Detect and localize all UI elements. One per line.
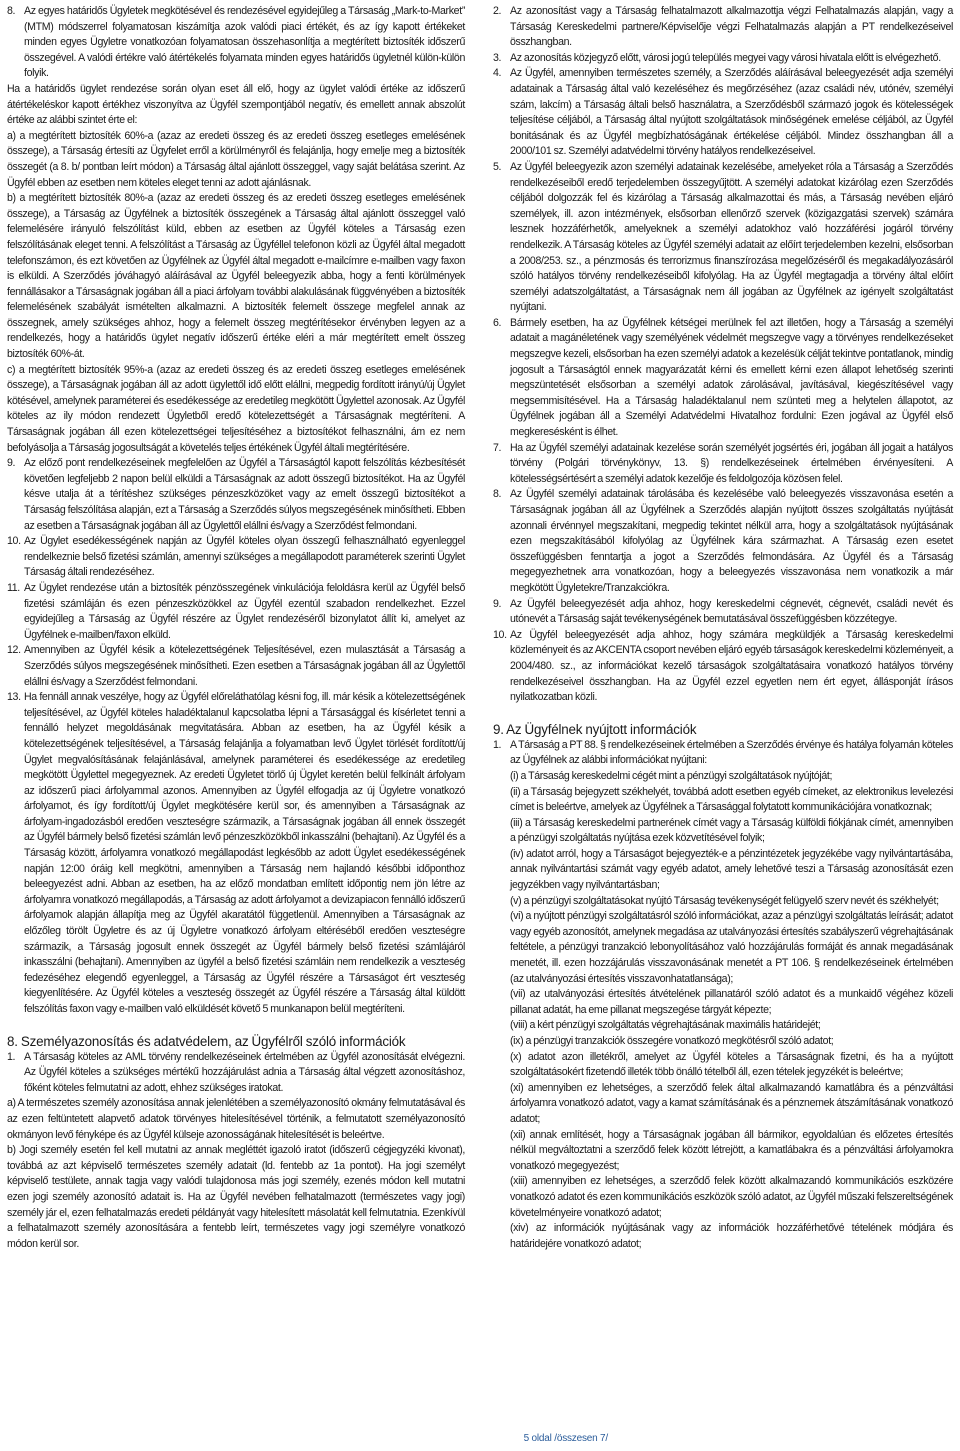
clause-5 — [493, 160, 953, 316]
clause-text: A Társaság köteles az AML törvény rendelkezéseinek értelmében az Ügyfél azonosítását elvégezni. Az Ügyfél köteles a szükséges mértékű hozzájárulást adnia a Társaság által végzett azonosításhoz, főként köteles felmutatni az adott, ehhez szükséges iratokat. — [24, 1050, 465, 1094]
left-column — [7, 4, 465, 1252]
roman-item: (i) a Társaság kereskedelmi cégét mint a pénzügyi szolgáltatások nyújtóját; — [510, 769, 833, 782]
clause-number: 2. — [493, 5, 502, 17]
clause-number: 4. — [493, 67, 502, 80]
section-9-heading: 9. Az Ügyfélnek nyújtott információk — [493, 721, 697, 737]
roman-item: (vi) a nyújtott pénzügyi szolgáltatásról szóló információkat, azaz a pénzügyi szolgáltatás leírását; adatot vagy egyéb azonosítót, amelynek megadása az utalványozási értesítés szabályszerű végrehajtásának feltétele, a pénzügyi tranzakció lebonyolításához való hozzájárulás formáját és annak megadásának menetét, ill. ezen hozzájárulás visszavonásának menetét a PT 106. § rendelkezéseinek értelmében (az utalványozási értesítés visszavonhatatlansága); — [510, 910, 953, 985]
section-9-clause-1 — [493, 738, 953, 769]
clause-text: Az Ügyfél személyi adatainak tárolásába és kezelésébe való beleegyezés visszavonása esetén a Társaságnak jogában áll az Ügyfélnek a Szerződés alapján nyújtott összes szolgáltatás nyújtását azonnali érvénnyel megszakítani, megpedig tekintet nélkül arra, hogy a szolgáltatások nyújtásának ezen megszakításából kifolyólag az Ügyfélnek kára származhat. A Társaság ezen esetet összefüggésben fenntartja a jogot a Szerződés felmondására. Az Ügyfél és a Társaság megegyezhetnek arra vonatkozóan, hogy a beleegyezés visszavonása nem vonatkozik a már megkötött Ügyletekre/Tranzakciókra. — [510, 488, 953, 594]
page-number: 5 oldal /összesen 7/ — [523, 1433, 608, 1444]
roman-list — [493, 769, 953, 1252]
clause-text: Az Ügylet esedékességének napján az Ügyfél köteles olyan összegű felhasználható egyenleggel rendelkeznie belső fizetési számlán, amennyi szükséges a megállapodott paraméterek szerinti Ügylet Társaság általi rendezéséhez. — [24, 535, 465, 579]
clause-9-right — [493, 597, 953, 628]
clause-number: 3. — [493, 51, 502, 64]
clause-number: 6. — [493, 316, 502, 329]
clause-2 — [493, 4, 953, 51]
clause-number: 8. — [7, 5, 16, 17]
clause-number: 9. — [7, 457, 16, 470]
clause-number: 9. — [493, 597, 502, 610]
clause-8 — [7, 4, 465, 82]
section-spacer — [493, 706, 953, 721]
clause-text: Az Ügylet rendezése után a biztosíték pénzösszegének vinkulációja feloldásra kerül az Ügyfél belső fizetési számláján és ezen pénzeszközökkel az Ügyfél ezentúl szabadon rendelkezhet. Ezzel egyidejűleg a Társaság az Ügyfél részére az Ügylet rendezéséről bizonylatot állít ki, amelyet az Ügyfélnek e-mailben/faxon elküld. — [24, 581, 465, 641]
clause-number: 5. — [493, 160, 502, 173]
clause-10 — [7, 534, 465, 581]
clause-text: A Társaság a PT 88. § rendelkezéseinek értelmében a Szerződés érvénye és hatálya folyamán köteles az Ügyfélnek az alábbi információkat nyújtani: — [510, 738, 953, 767]
clause-text: Az Ügyfél beleegyezését adja ahhoz, hogy számára megküldjék a Társaság kereskedelmi közleményeit és az AKCENTA csoport nevében eljáró egyéb társaságok kereskedelmi közleményeit, a 2004/480. sz., az információkat kezelő társaságok szolgáltatásaira vonatkozó hatályos törvény rendelkezéseivel összhangban. Ha az Ügyfél ezzel egyetlen nem ért egyet, állásponját írásos nyilatkozatban közli. — [510, 628, 953, 704]
clause-text: Az azonosítás közjegyző előtt, városi jogú település megyei vagy városi hivatala előtt is elvégezhető. — [510, 51, 941, 64]
clause-number: 11. — [7, 581, 20, 594]
clause-12 — [7, 643, 465, 690]
roman-item: (xii) annak említését, hogy a Társaságnak jogában áll bármikor, egyoldalúan és előzetes értesítés nélkül megváltoztatni a szerződő felek között létrejött, a kamatlábakra és a pénzváltási árfolyamokra vonatkozó megegyezést; — [510, 1128, 953, 1172]
clause-text: Amennyiben az Ügyfél késik a kötelezettségének Teljesítésével, ezen mulasztását a Társaság a Szerződés súlyos megszegésének minősítheti. Ezen esetben a Társaságnak jogában áll az Ügylettől elállni és/vagy a Szerződést felmondani. — [24, 644, 465, 688]
roman-list-body — [510, 769, 953, 1252]
clause-text: Bármely esetben, ha az Ügyfélnek kétségei merülnek fel azt illetően, hogy a Társaság a személyi adatait a magánéletének vagy személyének védelmét megszegve vagy a törvényes rendelkezéseket megszegve kezeli, elsősorban ha ezen személyi adatok a kezelésük célját tekintve pontatlanok, mindig jogosult a Társaságtól ennek magyarázatát kérni és emellett kérni ezen állapot lehetőség szerinti megszüntetését elsősorban a személyi adatok zárolásával, javításával, kiegészítésével vagy megsemmisítésével. Ha a Társaság haladéktalanul nem szünteti meg a helytelen állapotot, az Ügyfélnek jogában áll a Személyi Adatvédelmi Hivatalhoz fordulni: Ezen jogával az Ügyfél első megkeresésként is élhet. — [510, 316, 953, 439]
clause-number: 8. — [493, 488, 502, 501]
paragraph-b: b) a megtérített biztosíték 80%-a (azaz az eredeti összeg és az eredeti összeg esetleges emelésének összege), a Társaság az Ügyfélnek a biztosíték összegének a Társaság által ajánlott összeggel való felemelésére irányuló felszólítást küld, ebben az esetben az Ügyfél köteles a Társaság ezen felszólításának eleget tenni. A felszólítást a Társaság az Ügyféllel telefonon közli az Ügyfél által megadott telefonszámon, és ezt követően az Ügyfélnek az Ügyfél által megadott e-mailcímre e-mailben vagy faxon is elküldi. A Szerződés jóváhagyó aláírásával az Ügyfél beleegyezik abba, hogy a fenti körülmények fennállásakor a Társaságnak jogában áll a piaci árfolyam további alakulásának függvényében a biztosíték felemelésének szabályát ismételten alkalmazni. A biztosíték felemelt összege megfelel annak az összegnek, amely szükséges ahhoz, hogy a felemelt összeg megtérítésekor érvényben legyen az a rendelkezés, hogy a határidős ügylet negatív időszerű értéke eléri a már megtérített emelt összeg biztosíték 60%-át. — [7, 192, 465, 361]
clause-9 — [7, 456, 465, 534]
clause-7 — [493, 441, 953, 488]
paragraph-threshold: Ha a határidős ügylet rendezése során olyan eset áll elő, hogy az ügylet valódi értéke az időszerű átértékeléskor kapott értékhez viszonyítva az Ügyfél szempontjából negatív, és emellett annak abszolút értéke az alábbi szintet érte el: — [7, 82, 465, 127]
roman-item: (xiii) amennyiben ez lehetséges, a szerződő felek között alkalmazandó kommunikációs eszközére vonatkozó adatot és ezen kommunikációs eszközök szóló adatot, az Ügyfél műszaki felszereltségének követelményeire vonatkozó adatot; — [510, 1175, 953, 1219]
roman-item: (vii) az utalványozási értesítés átvételének pillanatáról szóló adatot és a munkaidő végéhez közeli pillanat adatát, ha eme pillanat megszegése tárgyát képezte; — [510, 988, 953, 1016]
clause-text: Az előző pont rendelkezéseinek megfelelően az Ügyfél a Társaságtól kapott felszólítás kézbesítését követően legfeljebb 2 napon belül elküldi a Társaságnak az adott összegű biztosítékot. Ha az Ügyfél késve utalja át a térítéshez szükséges pénzeszközöket vagy az emelt összegű biztosítékot a Társaság felszólítása alapján, ezt a Társaság a Szerződés súlyos megszegésének minősítheti. Ebben az esetben a Társaságnak jogában áll az Ügylettől elállni és/vagy a Szerződést felmondani. — [24, 457, 465, 532]
roman-item: (viii) a kért pénzügyi szolgáltatás végrehajtásának maximális határidejét; — [510, 1019, 821, 1032]
roman-item: (v) a pénzügyi szolgáltatásokat nyújtó Társaság tevékenységét felügyelő szerv nevét és székhelyét; — [510, 894, 939, 907]
clause-13 — [7, 690, 465, 1017]
roman-item: (ii) a Társaság bejegyzett székhelyét, továbbá adott esetben egyéb címeket, az elektronikus levelezési címet is beleértve, amelyek az Ügyfélnek a Társasággal folytatott kommunikációjára vonatkoznak; — [510, 785, 953, 814]
clause-text: Az azonosítást vagy a Társaság felhatalmazott alkalmazottja végzi Felhatalmazás alapján, vagy a Társaság Kereskedelmi partnere/Képviselője végzi Felhatalmazás alapján a PT rendelkezéseivel összhangban. — [510, 5, 953, 49]
clause-text: Az Ügyfél, amennyiben természetes személy, a Szerződés aláírásával beleegyezését adja személyi adatainak a Társaság által való kezeléséhez és megőrzéséhez (azaz családi név, utónév, személyi szám, lakcím) a Társaság általi belső használatra, a Szerződésből származó jogok és kötelességek teljesítése céljából, a Társaság által nyújtott szolgáltatások minőségének emelése céljából, az Ügyfél bonitásának és az Ügyfél megbízhatóságának értékelése céljából. Mindez összhangban áll a 2000/101 sz. Személyi adatvédelmi törvény hatályos rendelkezéseivel. — [510, 67, 953, 158]
paragraph-a: a) a megtérített biztosíték 60%-a (azaz az eredeti összeg és az eredeti összeg esetleges emelésének összege), a Társaság értesíti az Ügyfelet erről a körülményről és felajánlja, hogy emelje meg a biztosíték összegét (a 8. b/ pontban leírt módon) a Társaság által ajánlott összeggel, vagy saját belátása szerint. Az Ügyfél ebben az esetben nem köteles eleget tenni az adott ajánlásnak. — [7, 129, 465, 189]
clause-number: 12. — [7, 644, 21, 657]
section-spacer — [7, 1018, 465, 1033]
clause-3 — [493, 51, 953, 67]
section-8-paragraph-a: a) A természetes személy azonosítása annak jelenlétében a személyazonosító okmány felmutatásával és az ezen feltüntetett alapvető adatok törvényes hitelesítésével történik, a felmutatott személyazonosító okmányon levő fényképe és az Ügyfél külseje azonosságának hitelesítését is beleértve. — [7, 1097, 465, 1141]
clause-number: 13. — [7, 691, 21, 704]
clause-number: 10. — [493, 628, 507, 641]
clause-number: 7. — [493, 441, 502, 454]
roman-item: (iii) a Társaság kereskedelmi partnerének címét vagy a Társaság külföldi fiókjának címét, amennyiben a pénzügyi szolgáltatás nyújtása ezek közvetítésével folyik; — [510, 816, 953, 845]
roman-item: (xiv) az információk nyújtásának vagy az információk hozzáférhetővé tételének módjára és határidejére vonatkozó adatot; — [510, 1222, 953, 1250]
paragraph-c: c) a megtérített biztosíték 95%-a (azaz az eredeti összeg és az eredeti összeg esetleges emelésének összege), a Társaságnak jogában áll az adott ügylettől idő előtt elállni, megpedig fordított irányú/új Ügylet kötésével, amelynek paraméterei és esedékessége az eredetileg megkötött Ügylettel azonosak. Az Ügyfél köteles az ily módon rendezett Ügyletből eredő kötelezettségét a Társaságnak megtéríteni. A Társaságnak jogában áll ezen kötelezettségei teljesítéséhez a biztosítékot felhasználni, ám ez nem befolyásolja a Társaság jogosultságát a követelés teljes értékének Ügyfél általi megtérítésére. — [7, 363, 465, 454]
clause-text: Az Ügyfél beleegyezik azon személyi adatainak kezelésébe, amelyeket róla a Társaság a Szerződés rendelkezéseiből eredő terjedelemben összegyűjtött. A személyi adatokat kizárólag ezen Szerződés céljából dolgozzák fel és kizárólag a Társaság alkalmazottai és más, a Társaság nevében eljáró személyek, ill. azon intézmények, elsősorban ellenőrző szervek (közigazgatási szervek) számára lesznek hozzáférhetők, amelyeknek a személyi adatokhoz való hozzáférési jogáról törvény rendelkezik. A Társaság köteles az Ügyfél személyi adatait az előírt terjedelemben kezelni, elsősorban a 2008/253. sz., a pénzmosás és terrorizmus finanszírozása megelőzéséről és megakadályozásáról szóló hatályos törvény rendelkezéseiből kifolyólag. Ha az Ügyfél megtagadja a törvény által előírt személyi adatszolgáltatást, a Társaságnak nem áll jogában az Ügyfélnek az igényelt szolgáltatást nyújtani. — [510, 160, 953, 314]
clause-text: Ha fennáll annak veszélye, hogy az Ügyfél előreláthatólag késni fog, ill. már késik a kötelezettségének teljesítésével, az Ügyfél köteles haladéktalanul kapcsolatba lépni a Társasággal és kísérletet tenni a fennálló helyzet megoldásának megvitatására. Abban az esetben, ha az Ügyfél késik a kötelezettségének teljesítésével, a Társaság felajánlja a folyamatban levő Ügylet törlését fordított/új Ügylet megvalósításának felajánlásával, amelynek paraméterei és esedékessége az eredetileg megkötött Ügylettel megegyeznek. Az eredeti Ügyletet törlő új Ügylet keretén belül felkínált árfolyam az időszerű piaci árfolyammal azonos. Amennyiben az Ügyfél elfogadja az új Ügyletre vonatkozó árfolyamot, és így fordított/új Ügylet megkötésére kerül sor, és amennyiben a Társaságnak az árfolyam-ingadozásból eredően veszteségre származik, a Társaságnak jogában áll ennek összegét az Ügyfél bármely belső fizetési számlán levő pénzeszközökből inkasszálni (behajtani). Az Ügyfél és a Társaság között, árfolyamra vonatkozó megállapodást legkésőbb az adott Ügylet esedékességének napján 12:00 óráig kell megkötni, amennyiben a Társaság nem hajlandó későbbi időponthoz beleegyezést adni. Abban az esetben, ha az előző mondatban említett időpontig nem jön létre az árfolyamra vonatkozó megállapodás, a Társaság az adott árfolyamot a devizapiacon fennálló időszerű árfolyamok alapján állapítja meg az Ügyfél akaratától függetlenül. Amennyiben a Társaságnak az előzőleg törölt Ügyletre és az új Ügyletre vonatkozó árfolyam eltéréséből eredően veszteségre származik, a Társaság jogosult ennek összegét az Ügyfél bármely belső fizetési számlájáról inkasszálni (behajtani). Amennyiben az ügyfél a belső fizetési számláin nem rendelkezik a veszteség fedezéséhez elegendő egyenleggel, a Társaság az Ügyfél részére a Társaságot ért veszteség kiegyenlítésére. Az Ügyfél köteles a veszteség összegét az Ügyfél részére a Társaság által küldött felszólítás faxon vagy e-mailben való elküldését követő 5 munkanapon belül megtéríteni. — [24, 691, 465, 1015]
clause-11 — [7, 581, 465, 643]
roman-item: (iv) adatot arról, hogy a Társaságot bejegyezték-e a pénzintézetek jegyzékébe vagy nyilvántartásába, annak nyilvántartási számát vagy egyéb adatot, amely lehetővé teszi a Társaság azonosítását ezen jegyzékben vagy nyilvántartásban; — [510, 847, 953, 892]
clause-text: Az Ügyfél beleegyezését adja ahhoz, hogy kereskedelmi cégnevét, cégnevét, családi nevét és utónevét a Társaság saját tevékenységének bemutatásával összefüggésben közzétegye. — [510, 597, 953, 626]
clause-10-right — [493, 628, 953, 706]
clause-number: 1. — [493, 738, 502, 751]
clause-text: Az egyes határidős Ügyletek megkötésével és rendezésével egyidejűleg a Társaság „Mark-to-Market” (MTM) módszerrel folyamatosan kiszámítja azok valódi piaci értékét, és az így kapott értékeket minden egyes Ügyletre vonatkozóan folyamatosan összehasonlítja a megtérített biztosíték időszerű összegével. A valódi értékre való átértékelés folyamata minden egyes határidős ügyletnél külön-külön folyik. — [24, 5, 465, 80]
section-8-paragraph-b: b) Jogi személy esetén fel kell mutatni az annak megléttét igazoló iratot (időszerű cégjegyzéki kivonat), továbbá az azt képviselő természetes személy adatait (ld. fentebb az 1a pontot). Ha jogi személyt képviselő testülete, annak tagja vagy valódi tulajdonosa más jogi személy, ezenés módon kell mutatni ezen jogi személy azonosító adatait is. Ha az Ügyfél nevében felhatalmazott (természetes vagy jogi) személy jár el, ezen felhatalmazás eredeti példányát vagy hitelesített másolatát kell felmutatnia. Ezenkívül a felhatalmazott személy azonosítására a fentebb leírt, természetes vagy jogi személyre vonatkozó módon kerül sor. — [7, 1144, 465, 1250]
roman-item: (ix) a pénzügyi tranzakciók összegére vonatkozó megkötésről szóló adatot; — [510, 1035, 834, 1047]
clause-6 — [493, 316, 953, 441]
clause-number: 10. — [7, 535, 21, 548]
page-footer — [0, 1432, 960, 1445]
roman-item: (xi) amennyiben ez lehetséges, a szerződő felek által alkalmazandó kamatlábra és a pénzváltási árfolyamra vonatkozó adatot, vagy a kamat számításának és a pénznemek átszámításának vonatkozó adatot; — [510, 1081, 953, 1125]
roman-item: (x) adatot azon illetékről, amelyet az Ügyfél köteles a Társaságnak fizetni, és ha a nyújtott szolgáltatásokért fizetendő illeték több önálló tételből áll, ezen tételek jegyzékét is beleértve; — [510, 1050, 953, 1079]
clause-4 — [493, 66, 953, 160]
section-8-clause-1 — [7, 1050, 465, 1097]
right-column — [493, 4, 953, 1252]
clause-text: Ha az Ügyfél személyi adatainak kezelése során személyét jogsértés éri, jogában áll jogait a hatályos törvény (Polgári törvénykönyv, 13. §) rendelkezéseinek értelmében érvényesíteni. A kötelességsértésért a személyi adatok kezelője és feldolgozója közösen felel. — [510, 441, 953, 485]
clause-number: 1. — [7, 1050, 16, 1063]
section-8-heading: 8. Személyazonosítás és adatvédelem, az Ügyfélről szóló információk — [7, 1033, 406, 1049]
clause-8-right — [493, 487, 953, 596]
